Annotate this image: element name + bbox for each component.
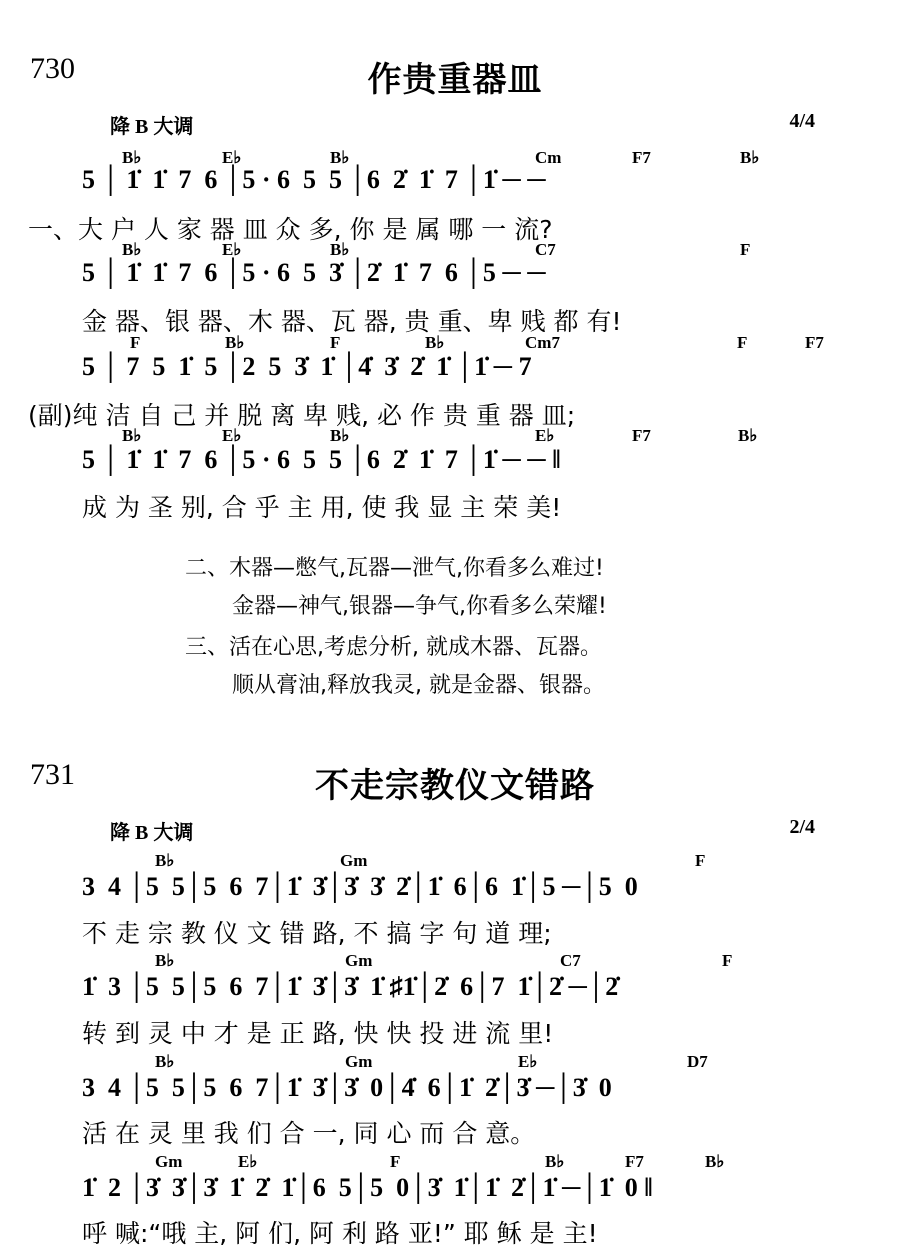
chord-symbol: E♭ — [535, 426, 555, 445]
notation-line: 5 │ 1̇ 1̇ 7 6 │5 · 6 5 5 │6 2̇ 1̇ 7 │1̇ ─ ─ ‖ — [82, 445, 561, 474]
chord-line — [0, 1052, 910, 1074]
notation-line: 3 4 │5 5│5 6 7│1̇ 3̇│3̇ 0│4̇ 6│1̇ 2̇│3̇ ─│3̇ 0 — [82, 1073, 612, 1102]
chord-symbol: Cm — [535, 148, 562, 167]
time-signature: 4/4 — [789, 110, 815, 132]
notation-line: 5 │ 1̇ 1̇ 7 6 │5 · 6 5 3̇ │2̇ 1̇ 7 6 │5 ─ ─ — [82, 258, 546, 287]
verse-3-line-1: 三、活在心思,考虑分析, 就成木器、瓦器。 — [185, 635, 602, 660]
song-title: 不走宗教仪文错路 — [315, 766, 595, 806]
chord-symbol: E♭ — [222, 148, 242, 167]
chord-symbol: B♭ — [155, 951, 175, 970]
chord-symbol: B♭ — [425, 333, 445, 352]
chord-line — [0, 1152, 910, 1174]
verse-2-line-1: 二、木器—憋气,瓦器—泄气,你看多么难过! — [185, 556, 604, 581]
chord-symbol: F — [695, 851, 706, 870]
chord-symbol: B♭ — [330, 426, 350, 445]
key-signature: 降 B 大调 — [110, 116, 194, 138]
chord-line — [0, 951, 910, 973]
chord-symbol: Gm — [340, 851, 368, 870]
chord-line — [0, 851, 910, 873]
lyric-line: 金 器、银 器、木 器、瓦 器, 贵 重、卑 贱 都 有! — [82, 307, 622, 336]
chord-symbol: F7 — [805, 333, 824, 352]
chord-symbol: F7 — [632, 148, 651, 167]
time-signature: 2/4 — [789, 816, 815, 838]
song-title: 作贵重器皿 — [367, 60, 543, 100]
chord-symbol: Gm — [155, 1152, 183, 1171]
verse-2-line-2: 金器—神气,银器—争气,你看多么荣耀! — [232, 594, 607, 619]
chord-symbol: F — [130, 333, 141, 352]
lyric-line: 转 到 灵 中 才 是 正 路, 快 快 投 进 流 里! — [82, 1019, 554, 1048]
chord-symbol: F — [737, 333, 748, 352]
song-number: 730 — [30, 52, 75, 85]
chord-symbol: B♭ — [705, 1152, 725, 1171]
chord-symbol: E♭ — [238, 1152, 258, 1171]
chord-symbol: B♭ — [330, 240, 350, 259]
chord-symbol: B♭ — [330, 148, 350, 167]
key-signature: 降 B 大调 — [110, 822, 194, 844]
chord-symbol: C7 — [560, 951, 581, 970]
chord-symbol: B♭ — [740, 148, 760, 167]
song-number: 731 — [30, 758, 75, 791]
chord-symbol: B♭ — [155, 851, 175, 870]
chord-symbol: B♭ — [545, 1152, 565, 1171]
notation-line: 1̇ 3 │5 5│5 6 7│1̇ 3̇│3̇ 1̇ ♯1̇│2̇ 6│7 1̇│2̇ ─│2̇ — [82, 972, 619, 1001]
chord-symbol: F — [722, 951, 733, 970]
lyric-line: 活 在 灵 里 我 们 合 一, 同 心 而 合 意。 — [82, 1119, 536, 1148]
lyric-line: 一、大 户 人 家 器 皿 众 多, 你 是 属 哪 一 流? — [28, 215, 553, 244]
chord-symbol: B♭ — [122, 148, 142, 167]
chord-symbol: B♭ — [225, 333, 245, 352]
chord-symbol: F — [330, 333, 341, 352]
chord-symbol: Gm — [345, 951, 373, 970]
notation-line: 3 4 │5 5│5 6 7│1̇ 3̇│3̇ 3̇ 2̇│1̇ 6│6 1̇│5 ─│5 0 — [82, 872, 638, 901]
chord-symbol: B♭ — [122, 426, 142, 445]
chord-symbol: E♭ — [518, 1052, 538, 1071]
chord-symbol: B♭ — [155, 1052, 175, 1071]
chord-symbol: Gm — [345, 1052, 373, 1071]
chord-symbol: Cm7 — [525, 333, 560, 352]
chord-symbol: B♭ — [122, 240, 142, 259]
chord-symbol: F — [390, 1152, 401, 1171]
notation-line: 1̇ 2 │3̇ 3̇│3̇ 1̇ 2̇ 1̇│6 5│5 0│3̇ 1̇│1̇ 2̇│1̇ ─│1̇ 0 ‖ — [82, 1173, 653, 1202]
lyric-line: 不 走 宗 教 仪 文 错 路, 不 搞 字 句 道 理; — [82, 919, 552, 948]
chord-symbol: F — [740, 240, 751, 259]
notation-line: 5 │ 1̇ 1̇ 7 6 │5 · 6 5 5 │6 2̇ 1̇ 7 │1̇ ─ ─ — [82, 165, 546, 194]
lyric-line: 成 为 圣 别, 合 乎 主 用, 使 我 显 主 荣 美! — [82, 493, 562, 522]
lyric-line: 呼 喊:“哦 主, 阿 们, 阿 利 路 亚!” 耶 稣 是 主! — [82, 1219, 598, 1248]
chord-symbol: F7 — [625, 1152, 644, 1171]
chord-symbol: E♭ — [222, 240, 242, 259]
chord-symbol: D7 — [687, 1052, 708, 1071]
chord-symbol: E♭ — [222, 426, 242, 445]
lyric-line: (副)纯 洁 自 己 并 脱 离 卑 贱, 必 作 贵 重 器 皿; — [28, 401, 576, 430]
verse-3-line-2: 顺从膏油,释放我灵, 就是金器、银器。 — [232, 673, 605, 698]
chord-symbol: F7 — [632, 426, 651, 445]
chord-symbol: B♭ — [738, 426, 758, 445]
chord-symbol: C7 — [535, 240, 556, 259]
notation-line: 5 │ 7 5 1̇ 5 │2 5 3̇ 1̇ │4̇ 3̇ 2̇ 1̇ │1̇ ─ 7 — [82, 352, 532, 381]
